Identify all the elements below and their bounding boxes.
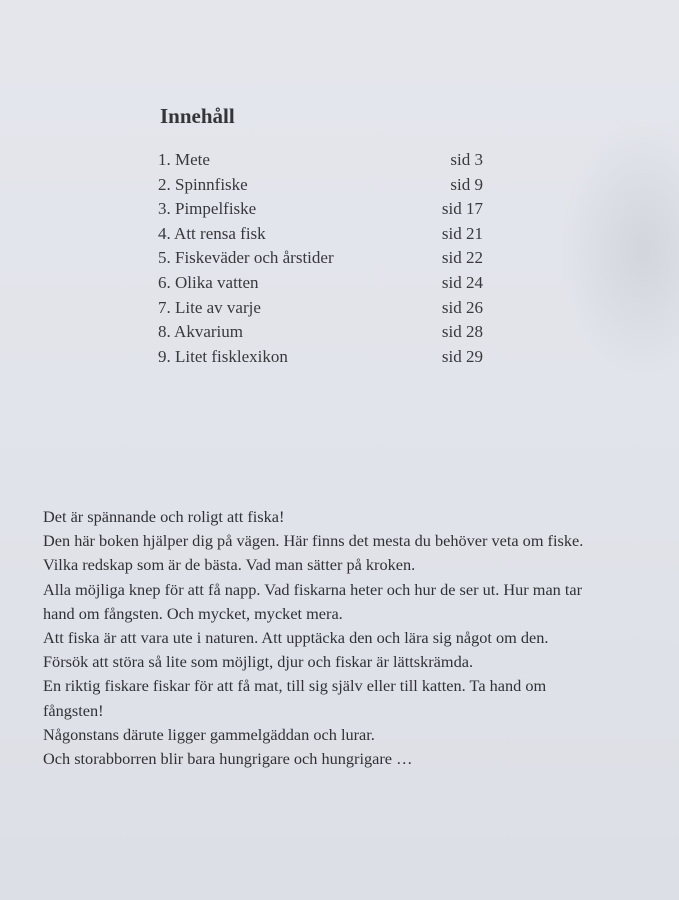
toc-item-label: 9. Litet fisklexikon [158,346,288,366]
toc-item-label: 2. Spinnfiske [158,174,248,194]
toc-item-page: sid 21 [441,223,483,243]
toc-item [158,298,483,323]
toc-item [158,199,483,224]
toc-item-page: sid 28 [441,322,483,342]
table-of-contents [158,150,483,371]
toc-item-page: sid 9 [450,174,483,194]
intro-line: Försök att störa så lite som möjligt, djur och fiskar är lättskrämda. [43,652,474,672]
toc-item-label: 8. Akvarium [158,322,243,342]
toc-item-page: sid 26 [441,297,483,317]
intro-line: Och storabborren blir bara hungrigare och hungrigare … [43,749,413,769]
intro-line: Att fiska är att vara ute i naturen. Att upptäcka den och lära sig något om den. [43,628,549,648]
intro-line: hand om fångsten. Och mycket, mycket mera. [43,603,343,623]
intro-line: Någonstans därute ligger gammelgäddan och lurar. [43,724,375,744]
toc-item-label: 6. Olika vatten [158,272,259,292]
toc-heading: Innehåll [160,104,235,128]
toc-item-label: 1. Mete [158,150,210,169]
toc-item-label: 3. Pimpelfiske [158,199,257,219]
intro-line: Det är spännande och roligt att fiska! [43,507,285,526]
toc-item [158,273,483,298]
toc-item [158,322,483,347]
intro-line: Alla möjliga knep för att få napp. Vad fiskarna heter och hur de ser ut. Hur man tar [43,579,583,599]
toc-item-page: sid 3 [450,150,483,169]
toc-item [158,150,483,175]
toc-item-label: 5. Fiskeväder och årstider [158,248,334,268]
toc-item-page: sid 17 [441,199,483,219]
intro-text [43,505,668,771]
show-through-shadow [560,120,679,380]
toc-item [158,347,483,372]
toc-item-page: sid 22 [441,248,483,268]
intro-line: Vilka redskap som är de bästa. Vad man sätter på kroken. [43,555,416,575]
toc-item [158,175,483,200]
toc-item-label: 4. Att rensa fisk [158,223,266,243]
intro-line: En riktig fiskare fiskar för att få mat, till sig själv eller till katten. Ta hand om [43,676,547,696]
toc-item-label: 7. Lite av varje [158,297,261,317]
intro-line: fångsten! [43,700,104,720]
intro-line: Den här boken hjälper dig på vägen. Här finns det mesta du behöver veta om fiske. [43,531,584,551]
toc-item [158,248,483,273]
toc-item-page: sid 29 [441,346,483,366]
toc-item [158,224,483,249]
toc-item-page: sid 24 [441,272,483,292]
